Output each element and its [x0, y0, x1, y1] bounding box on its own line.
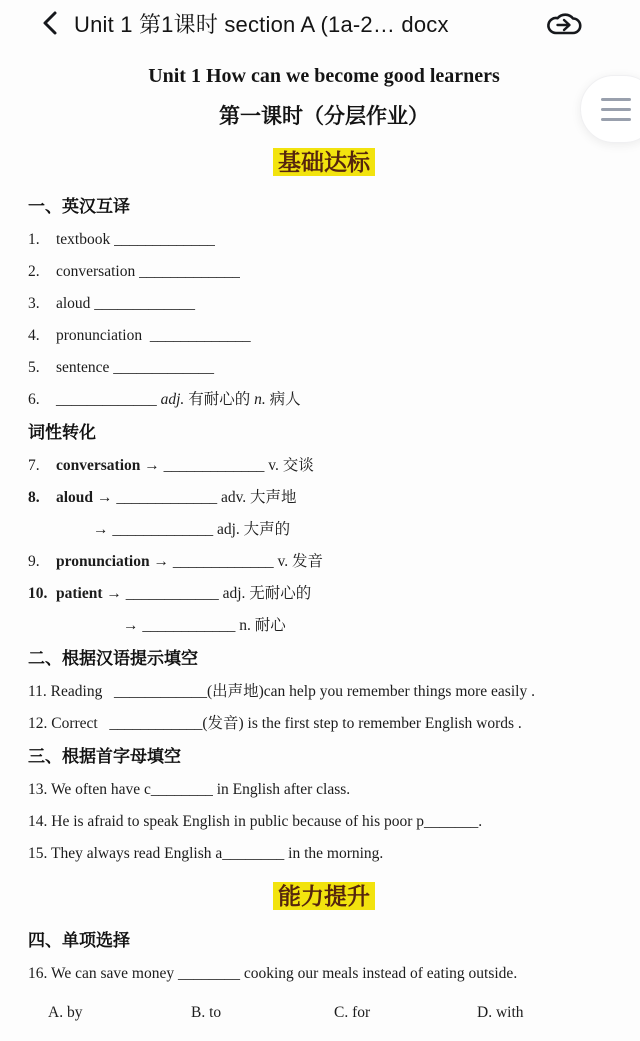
item-text [56, 262, 240, 282]
hamburger-icon [601, 91, 631, 128]
text-run: → _____________ adj. 大声的 [93, 521, 291, 538]
text-run: textbook _____________ [56, 231, 215, 248]
worksheet-item-continuation [28, 616, 620, 636]
text-run: pronunciation [56, 553, 150, 570]
worksheet-sentence [28, 844, 620, 864]
share-button[interactable] [542, 5, 586, 41]
option-item: D. with [477, 1004, 524, 1021]
text-run: → _____________ v. 发音 [149, 553, 323, 570]
item-text [56, 552, 323, 572]
worksheet-item [28, 262, 620, 282]
item-number: 2. [28, 263, 40, 280]
item-number: 9. [28, 553, 40, 570]
worksheet-item-continuation [28, 520, 620, 540]
document-page [0, 65, 640, 1022]
text-run: conversation [56, 457, 141, 474]
item-text [56, 326, 251, 346]
badge-row [28, 882, 620, 910]
worksheet-item [28, 230, 620, 250]
section-badge: 能力提升 [273, 882, 375, 910]
worksheet-sentence [28, 682, 620, 702]
text-run: → _____________ adv. 大声地 [93, 489, 297, 506]
options-row [28, 1004, 620, 1022]
text-run: → ____________ n. 耐心 [123, 617, 286, 634]
text-run: 15. They always read English a________ in the morning. [28, 845, 384, 862]
worksheet-subtitle: 第一课时（分层作业） [219, 105, 429, 128]
option-item: A. by [48, 1004, 83, 1021]
section-heading: 二、根据汉语提示填空 [28, 649, 198, 668]
badge-row [28, 148, 620, 176]
section-heading: 四、单项选择 [28, 931, 130, 950]
worksheet-sentence [28, 714, 620, 734]
text-run: 11. Reading ____________(出声地)can help you remember things more easily . [28, 683, 535, 700]
worksheet-sentence [28, 780, 620, 800]
text-run: 12. Correct ____________(发音) is the first step to remember English words . [28, 715, 522, 732]
worksheet-title: Unit 1 How can we become good learners [148, 65, 500, 87]
text-run: aloud [56, 489, 94, 506]
item-text [56, 390, 301, 410]
item-text [56, 358, 214, 378]
section-heading: 三、根据首字母填空 [28, 747, 181, 766]
section-heading: 词性转化 [28, 423, 96, 442]
doc-body [28, 148, 620, 1022]
worksheet-item [28, 390, 620, 410]
worksheet-item [28, 294, 620, 314]
item-text [56, 584, 311, 604]
text-run: 14. He is afraid to speak English in public because of his poor p_______. [28, 813, 483, 830]
text-run: → _____________ v. 交谈 [140, 457, 314, 474]
chevron-left-icon [40, 10, 60, 36]
section-heading: 一、英汉互译 [28, 197, 130, 216]
worksheet-item [28, 584, 620, 604]
item-text [56, 456, 314, 476]
item-number: 4. [28, 327, 40, 344]
item-text [56, 294, 195, 314]
text-run: sentence _____________ [56, 359, 214, 376]
worksheet-item [28, 552, 620, 572]
text-run: pronunciation _____________ [56, 327, 251, 344]
section-badge: 基础达标 [273, 148, 375, 176]
text-run: patient [56, 585, 103, 602]
worksheet-sentence [28, 964, 620, 984]
item-number: 6. [28, 391, 40, 408]
cloud-upload-icon [544, 7, 584, 39]
worksheet-item [28, 326, 620, 346]
text-run: 病人 [265, 391, 301, 408]
item-text [123, 617, 286, 634]
text-run: 有耐心的 [184, 391, 255, 408]
text-run: conversation _____________ [56, 263, 240, 280]
worksheet-sentence [28, 812, 620, 832]
text-run: _____________ [56, 391, 161, 408]
worksheet-item [28, 456, 620, 476]
floating-menu-button[interactable] [580, 75, 640, 143]
worksheet-item [28, 358, 620, 378]
text-run: adj. [160, 391, 185, 408]
item-number: 5. [28, 359, 40, 376]
text-run: aloud _____________ [56, 295, 196, 312]
item-number: 7. [28, 457, 40, 474]
text-run: n. [254, 391, 266, 408]
worksheet-item [28, 488, 620, 508]
document-filename: Unit 1 第1课时 section A (1a-2… docx [74, 11, 449, 37]
text-run: 16. We can save money ________ cooking our meals instead of eating outside. [28, 965, 518, 982]
text-run: 13. We often have c________ in English after class. [28, 781, 351, 798]
item-number: 1. [28, 231, 40, 248]
text-run: → ____________ adj. 无耐心的 [102, 585, 312, 602]
item-number: 10. [28, 585, 48, 602]
item-number: 8. [28, 489, 40, 506]
title-bar [0, 0, 640, 46]
option-item: C. for [334, 1004, 371, 1021]
item-number: 3. [28, 295, 40, 312]
option-item: B. to [191, 1004, 222, 1021]
item-text [93, 521, 290, 538]
item-text [56, 230, 215, 250]
item-text [56, 488, 297, 508]
back-button[interactable] [38, 8, 62, 38]
